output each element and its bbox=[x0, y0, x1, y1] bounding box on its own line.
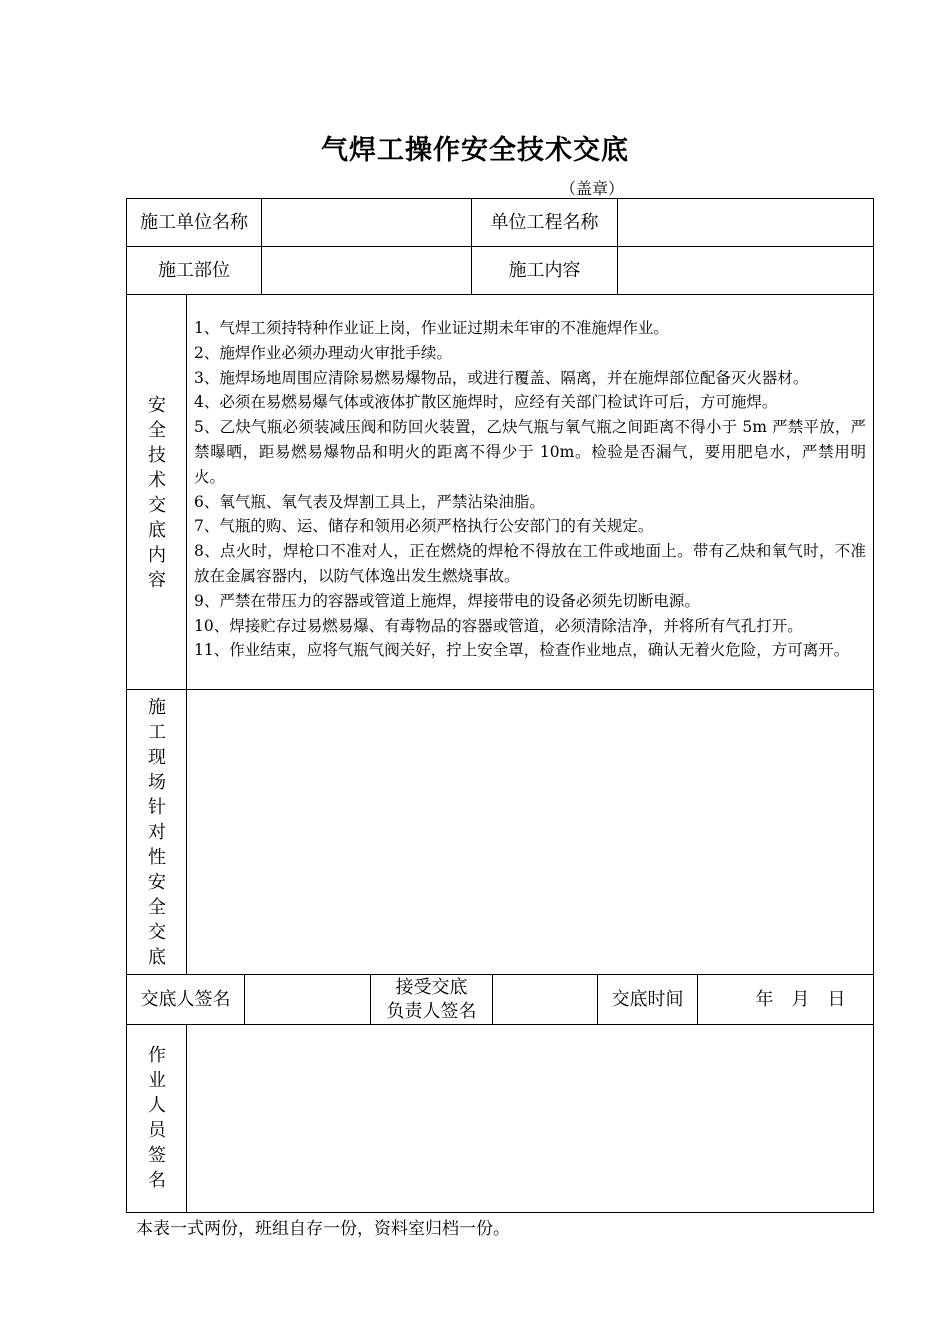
construction-content-field[interactable] bbox=[618, 247, 873, 294]
safety-item: 3、施焊场地周围应清除易燃易爆物品，或进行覆盖、隔离，并在施焊部位配备灭火器材。 bbox=[194, 368, 809, 387]
document-title: 气焊工操作安全技术交底 bbox=[321, 135, 629, 166]
construction-part-field[interactable] bbox=[262, 247, 471, 294]
receiver-signature-field[interactable] bbox=[493, 975, 597, 1024]
safety-item: 8、点火时，焊枪口不准对人，正在燃烧的焊枪不得放在工件或地面上。带有乙炔和氧气时，不准放在金属容器内，以防气体逸出发生燃烧事故。 bbox=[194, 542, 866, 585]
construction-content-label: 施工内容 bbox=[508, 259, 581, 281]
safety-item: 7、气瓶的购、运、储存和领用必须严格执行公安部门的有关规定。 bbox=[194, 517, 654, 536]
seal-note: （盖章） bbox=[560, 179, 625, 198]
row-divider bbox=[127, 294, 873, 295]
discloser-signature-field[interactable] bbox=[245, 975, 370, 1024]
safety-item: 11、作业结束，应将气瓶气阀关好，拧上安全罩，检查作业地点，确认无着火危险，方可离开。 bbox=[194, 641, 850, 660]
safety-item: 2、施焊作业必须办理动火审批手续。 bbox=[194, 343, 452, 362]
site-specific-field[interactable] bbox=[187, 690, 873, 974]
safety-content-label: 安 全 技 术 交 底 内 容 bbox=[148, 395, 166, 591]
safety-items-list bbox=[194, 316, 866, 663]
project-name-label: 单位工程名称 bbox=[490, 211, 599, 233]
footer-note: 本表一式两份，班组自存一份，资料室归档一份。 bbox=[136, 1219, 510, 1239]
date-placeholder: 年 月 日 bbox=[755, 988, 846, 1010]
workers-signature-field[interactable] bbox=[187, 1025, 873, 1212]
safety-item: 1、气焊工须持特种作业证上岗，作业证过期未年审的不准施焊作业。 bbox=[194, 319, 669, 337]
safety-item: 5、乙炔气瓶必须装减压阀和防回火装置，乙炔气瓶与氧气瓶之间距离不得小于 5m 严禁平放，严禁曝晒，距易燃易爆物品和明火的距离不得少于 10m。检验是否漏气，要用肥皂水，严禁用明火。 bbox=[194, 418, 866, 486]
safety-item: 4、必须在易燃易爆气体或液体扩散区施焊时，应经有关部门检试许可后，方可施焊。 bbox=[194, 393, 778, 412]
construction-part-label: 施工部位 bbox=[158, 259, 230, 281]
construction-unit-field[interactable] bbox=[262, 199, 471, 246]
disclosure-time-label: 交底时间 bbox=[611, 988, 684, 1010]
safety-item: 9、严禁在带压力的容器或管道上施焊，焊接带电的设备必须先切断电源。 bbox=[194, 591, 700, 610]
safety-item: 6、氧气瓶、氧气表及焊割工具上，严禁沾染油脂。 bbox=[194, 492, 545, 511]
safety-item: 10、焊接贮存过易燃易爆、有毒物品的容器或管道，必须清除洁净，并将所有气孔打开。 bbox=[194, 616, 803, 635]
workers-signature-label: 作 业 人 员 签 名 bbox=[148, 1045, 166, 1191]
site-specific-label: 施 工 现 场 针 对 性 安 全 交 底 bbox=[148, 697, 166, 968]
receiver-signature-label: 接受交底 负责人签名 bbox=[386, 976, 477, 1022]
discloser-signature-label: 交底人签名 bbox=[140, 988, 231, 1010]
disclosure-date-field[interactable] bbox=[698, 975, 873, 1024]
project-name-field[interactable] bbox=[618, 199, 873, 246]
construction-unit-label: 施工单位名称 bbox=[140, 211, 248, 233]
